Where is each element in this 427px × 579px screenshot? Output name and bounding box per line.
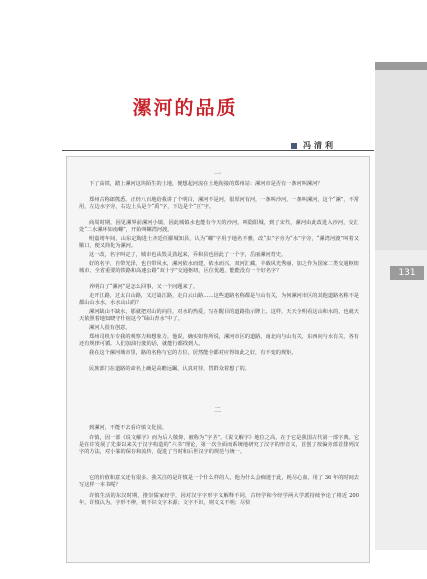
paragraph: 商周时期，因见漯界前漯河小镇，因此城镇水也能有今天的沙河，叫隐阳城，到了宋代，漯河由此改进入沙河，交汇处“二水漯环如南螺”，开始叫螺湾河渡。 — [79, 220, 359, 233]
paragraph: 许慎生活的东汉时期，推崇儒家经学，因对汉字字形字义解释不同，古经学和今经学两大学派持续争论了将近 200 年。许慎认为，字形不辨，则不识文字本源；文字不识，则文义不明；尽快 — [79, 493, 359, 506]
paragraph: 郑州司机车专我的观察力和想象力。他说，确实如你所说，漯河市区的道路，南北向与山有关，东西向与水有关，各有还有规律可循。人们加油行驶的话，就能行都找到人。 — [79, 334, 359, 347]
paragraph: 民族部门在道路的命名上确是高瞻远瞩，认真对待，替群众着想了的。 — [89, 366, 250, 372]
author-name: 冯清利 — [303, 140, 336, 150]
paragraph: 明嘉靖年间，山东定陶进士齐廷任郾城知县，认为“螺”字用于地名不雅，改“虫”字旁为“水”字旁，“漯湾河渡”叫着又顺口，便又简化为漯河。 — [79, 236, 359, 249]
paragraph: 郑州古称郎熊悉。正经八百地给我讲了个明白，漯河不是河，很厚河有河，一条叫沙河，一条叫漯河，这个“漯”，不常用，左边水字旁，右边上头是个“禹”字，下边是个“豆”字。 — [79, 197, 359, 210]
paragraph: 走开江路，过太白山路，又过嵩江路，走白云山路……这些道路名称都是与山有关，为何漯河市区的其他道路名称不是都山山水水，水水山山的？ — [79, 293, 359, 306]
article-title: 漯河的品质 — [132, 97, 238, 119]
paragraph: 到漯河，不能不去看许慎文化园。 — [89, 425, 167, 431]
article-body-box — [66, 156, 370, 563]
section-marker: 一 — [214, 170, 222, 178]
paragraph: 它的价值和意义还有很多。我关注的是许慎是一个什么样的人，他为什么会痴迷于此，耗尽心血，用了 36 年的时间去写这样一本书呢？ — [79, 475, 359, 488]
paragraph: 我在这个漯河城市里，路的名称与它的方位，居然能全都对应得如此之好，有不变的规矩。 — [89, 350, 297, 356]
margin-tab-pale — [375, 250, 427, 550]
paragraph: 养明白了“漯河”是怎么回事，又一个问题来了。 — [89, 284, 199, 290]
margin-tab-light — [375, 70, 427, 250]
paragraph: 下了高铁，踏上漯河这块陌生的土地，便想起河流在土地衔接的郑州站：漯河市是否有一条河叫漯河？ — [89, 181, 323, 187]
paragraph: 漯河人很有创意。 — [89, 325, 131, 331]
paragraph: 许慎，因一部《说文解字》而为后人敬仰，被称为“字圣”。《说文解字》地位之高，在于它是我国古代第一部字典。它是在许发展了先秦以来关于汉字构造的“六书”理论，第一次全面而系统地研究了汉字的形音义，首创了按偏旁部首排列汉字的方法，对小篆的保存和流传，促进了当时和后世汉字的规范与统一。 — [79, 435, 359, 455]
paragraph: 好的名字，自带光泽，也自带风水，漯河依水而建，依水而兴，双河汇藏，丰载风光秀丽，加之作为国家二类交通枢纽城市，全省重要的铁路和高速公路“双十字”交通枢纽，区位优越，能能没有一个好名字？ — [79, 261, 359, 274]
page-number: 131 — [390, 266, 424, 280]
title-divider — [62, 150, 374, 151]
paragraph: 这一改，名字叫定了，城市也从毁灵劲起来，乔和县也因此了一个字，岳丽漯河育史。 — [89, 252, 287, 258]
square-bullet-icon — [291, 143, 297, 149]
margin-tab-dark — [375, 62, 427, 70]
paragraph: 漯河缺山不缺水，那就把对山的向往，对水的热爱，写在醒目的道路指示牌上。这样，天天全明看这山和水的，也就天天依照着地知晓守什宿这今“绿山青水”中了。 — [79, 309, 359, 322]
section-marker: 二 — [214, 406, 222, 414]
